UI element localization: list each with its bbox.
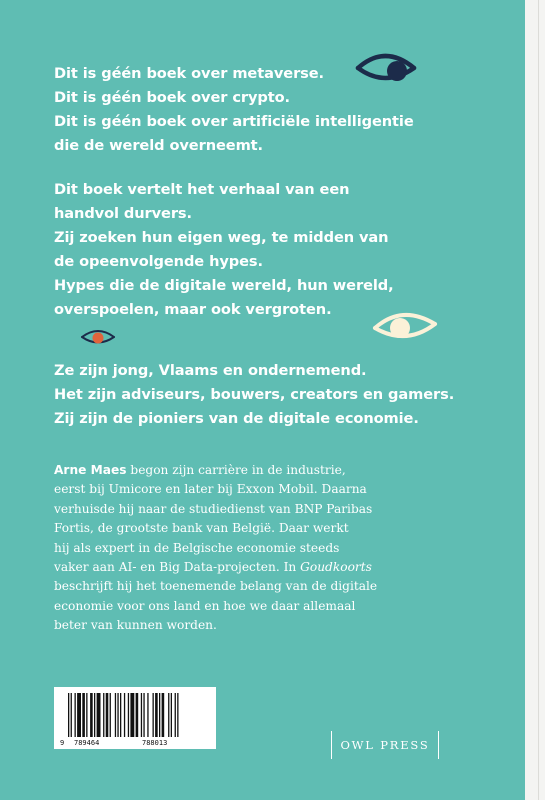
- barcode-bar: [130, 693, 134, 737]
- barcode-bar: [103, 693, 104, 737]
- barcode-bar: [94, 693, 95, 737]
- barcode-bar: [124, 693, 125, 737]
- barcode-bar: [75, 693, 76, 737]
- intro-line: die de wereld overneemt.: [54, 137, 264, 154]
- bio-line: Fortis, de grootste bank van België. Daar werkt: [54, 521, 349, 536]
- barcode-bar: [86, 693, 87, 737]
- bio-line: beschrijft hij het toenemende belang van de digitale: [54, 579, 378, 594]
- barcode-bar: [115, 693, 116, 737]
- barcode-bar: [77, 693, 81, 737]
- book-title: Goudkoorts: [300, 560, 372, 575]
- barcode-bar: [171, 693, 172, 737]
- story-line: Dit boek vertelt het verhaal van een: [54, 181, 350, 198]
- eye-icon-orange: [80, 326, 116, 348]
- barcode-bar: [147, 693, 148, 737]
- barcode-bar: [155, 693, 158, 737]
- barcode-bar: [143, 693, 144, 737]
- barcode-digits-right: 788013: [142, 739, 168, 747]
- pioneers-line: Het zijn adviseurs, bouwers, creators en gamers.: [54, 386, 455, 403]
- bio-line: beter van kunnen worden.: [54, 618, 217, 633]
- barcode-bar: [136, 693, 139, 737]
- pioneers-line: Ze zijn jong, Vlaams en ondernemend.: [54, 362, 367, 379]
- barcode-bar: [120, 693, 121, 737]
- bio-line: eerst bij Umicore en later bij Exxon Mobil. Daarna: [54, 482, 367, 497]
- barcode-bar: [117, 693, 118, 737]
- bio-line: hij als expert in de Belgische economie steeds: [54, 540, 340, 555]
- intro-line: Dit is géén boek over crypto.: [54, 89, 290, 106]
- barcode-digits-left: 789464: [74, 739, 100, 747]
- story-line: de opeenvolgende hypes.: [54, 253, 263, 270]
- cover-edge: [525, 0, 545, 800]
- cover-edge-line: [538, 0, 539, 800]
- barcode-digit-prefix: 9: [60, 739, 65, 747]
- barcode-bar: [97, 693, 101, 737]
- story-line: Hypes die de digitale wereld, hun wereld,: [54, 277, 394, 294]
- barcode-bar: [68, 693, 69, 737]
- intro-line: Dit is géén boek over artificiële intelligentie: [54, 113, 414, 130]
- isbn-barcode: [54, 687, 216, 749]
- barcode-bar: [177, 693, 178, 737]
- barcode-bar: [71, 693, 72, 737]
- bio-line: Arne Maes begon zijn carrière in de industrie,: [54, 463, 346, 477]
- bio-line: vaker aan AI- en Big Data-projecten. In Goudkoorts: [54, 560, 372, 575]
- barcode-bar: [153, 693, 154, 737]
- barcode-bar: [128, 693, 129, 737]
- barcode-bar: [159, 693, 160, 737]
- pioneers-line: Zij zijn de pioniers van de digitale economie.: [54, 410, 419, 427]
- author-name: Arne Maes: [54, 463, 127, 477]
- bio-line: economie voor ons land en hoe we daar allemaal: [54, 598, 356, 613]
- barcode-bar: [82, 693, 85, 737]
- publisher-logo: [331, 731, 439, 759]
- barcode-bar: [162, 693, 165, 737]
- barcode-bar: [110, 693, 111, 737]
- intro-block: [54, 62, 414, 158]
- barcode-bar: [175, 693, 176, 737]
- publisher-name: OWL PRESS: [340, 738, 430, 752]
- author-bio: [54, 461, 474, 636]
- story-line: Zij zoeken hun eigen weg, te midden van: [54, 229, 389, 246]
- story-line: handvol durvers.: [54, 205, 192, 222]
- barcode-bar: [90, 693, 93, 737]
- intro-line: Dit is géén boek over metaverse.: [54, 65, 324, 82]
- pioneers-block: [54, 359, 454, 431]
- story-block: [54, 178, 394, 322]
- barcode-bar: [106, 693, 109, 737]
- barcode-bar: [168, 693, 169, 737]
- barcode-bar: [141, 693, 142, 737]
- story-line: overspoelen, maar ook vergroten.: [54, 301, 332, 318]
- bio-line: verhuisde hij naar de studiedienst van BNP Paribas: [54, 501, 373, 516]
